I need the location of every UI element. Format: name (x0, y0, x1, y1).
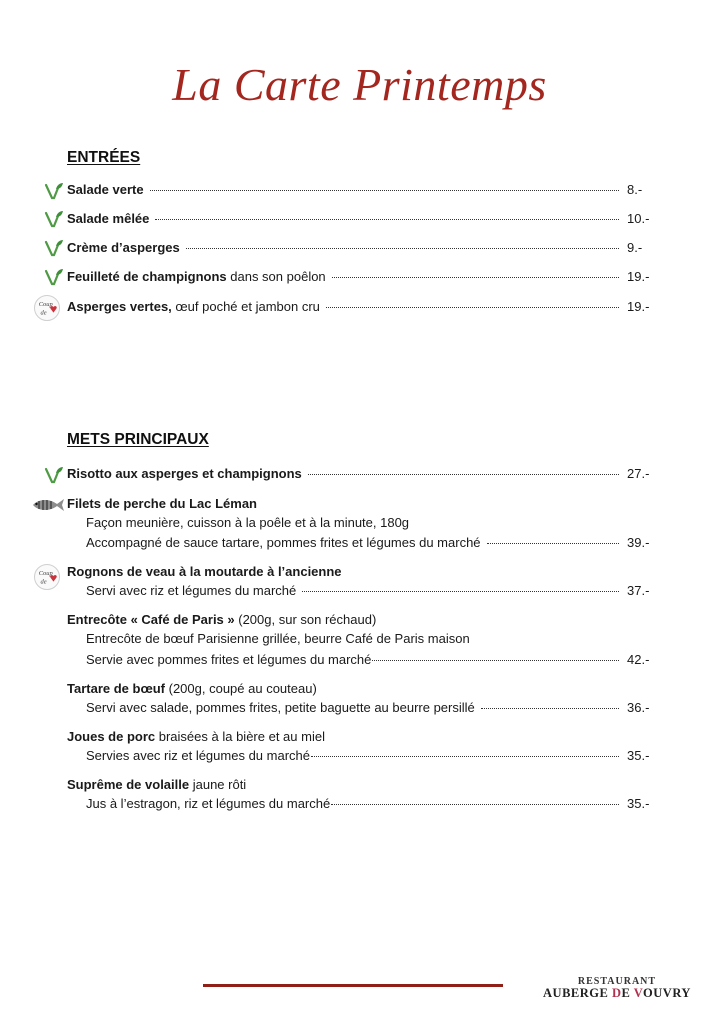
fish-icon (29, 496, 67, 514)
item-description-line: Servi avec salade, pommes frites, petite baguette au beurre persillé (86, 700, 475, 715)
item-name: Rognons de veau à la moutarde à l’ancienne (67, 564, 342, 579)
item-desc: jaune rôti (189, 777, 247, 792)
vegetarian-leaf-icon (44, 239, 64, 257)
item-name: Risotto aux asperges et champignons (67, 466, 302, 481)
menu-item-feuillete (67, 267, 655, 287)
item-description-line: Jus à l’estragon, riz et légumes du marché (86, 796, 331, 811)
item-name: Tartare de bœuf (67, 681, 165, 696)
dot-leader (186, 248, 619, 249)
dot-leader (481, 708, 619, 709)
item-desc: œuf poché et jambon cru (171, 299, 320, 314)
menu-item-risotto (67, 464, 655, 484)
dot-leader (372, 660, 619, 661)
item-name: Crème d’asperges (67, 240, 180, 255)
item-price: 39.- (627, 535, 650, 550)
menu-item-supreme (86, 794, 655, 814)
menu-item-tartare (86, 698, 655, 718)
vegetarian-leaf-icon (44, 182, 64, 200)
logo-restaurant-label: RESTAURANT (577, 976, 657, 987)
dot-leader (487, 543, 619, 544)
dot-leader (326, 307, 619, 308)
menu-item-entrecote (86, 650, 655, 670)
menu-title: La Carte Printemps (172, 59, 547, 110)
section-heading-mains: METS PRINCIPAUX (67, 431, 209, 448)
menu-item-perche-title (67, 494, 257, 514)
item-name: Feuilleté de champignons (67, 269, 227, 284)
menu-item-perche (86, 533, 655, 553)
item-price: 9.- (627, 240, 643, 255)
item-price: 35.- (627, 748, 650, 763)
item-desc: (200g, coupé au couteau) (165, 681, 317, 696)
coup-de-coeur-icon (34, 295, 60, 321)
logo-accent-letter: V (633, 986, 644, 1000)
item-price: 27.- (627, 466, 650, 481)
item-price: 36.- (627, 700, 650, 715)
restaurant-logo (542, 976, 692, 1001)
menu-item-joues-title (67, 727, 325, 747)
logo-accent-letter: D (611, 986, 622, 1000)
item-price: 19.- (627, 299, 650, 314)
menu-item-rognons-title (67, 562, 342, 582)
menu-item-salade-verte (67, 180, 655, 200)
logo-restaurant-name (542, 986, 692, 1001)
item-name: Suprême de volaille (67, 777, 190, 792)
item-name: Asperges vertes, (67, 299, 172, 314)
coup-de-coeur-icon (34, 564, 60, 590)
item-price: 19.- (627, 269, 650, 284)
dot-leader (302, 591, 619, 592)
item-description-line: Servie avec pommes frites et légumes du marché (86, 652, 372, 667)
dot-leader (150, 190, 619, 191)
vegetarian-leaf-icon (44, 210, 64, 228)
footer-divider (203, 984, 503, 987)
menu-item-rognons (86, 581, 655, 601)
item-name: Entrecôte « Café de Paris » (67, 612, 235, 627)
item-description-line: Façon meunière, cuisson à la poêle et à la minute, 180g (86, 515, 410, 530)
item-description-line: Servies avec riz et légumes du marché (86, 748, 310, 763)
menu-item-supreme-title (67, 775, 246, 795)
menu-item-tartare-title (67, 679, 317, 699)
item-desc: (200g, sur son réchaud) (234, 612, 377, 627)
section-heading-entrees: ENTRÉES (67, 149, 141, 166)
dot-leader (331, 804, 619, 805)
dot-leader (332, 277, 619, 278)
item-desc: braisées à la bière et au miel (155, 729, 325, 744)
dot-leader (308, 474, 619, 475)
item-price: 8.- (627, 182, 643, 197)
item-price: 10.- (627, 211, 650, 226)
item-price: 42.- (627, 652, 650, 667)
item-price: 37.- (627, 583, 650, 598)
menu-item-creme-asperges (67, 238, 655, 258)
item-description-line: Entrecôte de bœuf Parisienne grillée, beurre Café de Paris maison (86, 631, 470, 646)
logo-word-de: E (621, 986, 634, 1000)
item-description-line: Accompagné de sauce tartare, pommes frites et légumes du marché (86, 535, 481, 550)
logo-word-vouvry: OUVRY (643, 986, 691, 1000)
logo-word-auberge: AUBERGE (543, 986, 612, 1000)
menu-item-salade-melee (67, 209, 655, 229)
item-name: Joues de porc (67, 729, 156, 744)
item-description-line: Servi avec riz et légumes du marché (86, 583, 297, 598)
item-price: 35.- (627, 796, 650, 811)
vegetarian-leaf-icon (44, 268, 64, 286)
item-name: Salade mêlée (67, 211, 150, 226)
menu-item-joues (86, 746, 655, 766)
menu-item-entrecote-title (67, 610, 376, 630)
vegetarian-leaf-icon (44, 466, 64, 484)
dot-leader (155, 219, 619, 220)
dot-leader (311, 756, 619, 757)
item-desc: dans son poêlon (226, 269, 326, 284)
item-name: Salade verte (67, 182, 144, 197)
item-name: Filets de perche du Lac Léman (67, 496, 257, 511)
menu-item-asperges-vertes (67, 297, 655, 317)
